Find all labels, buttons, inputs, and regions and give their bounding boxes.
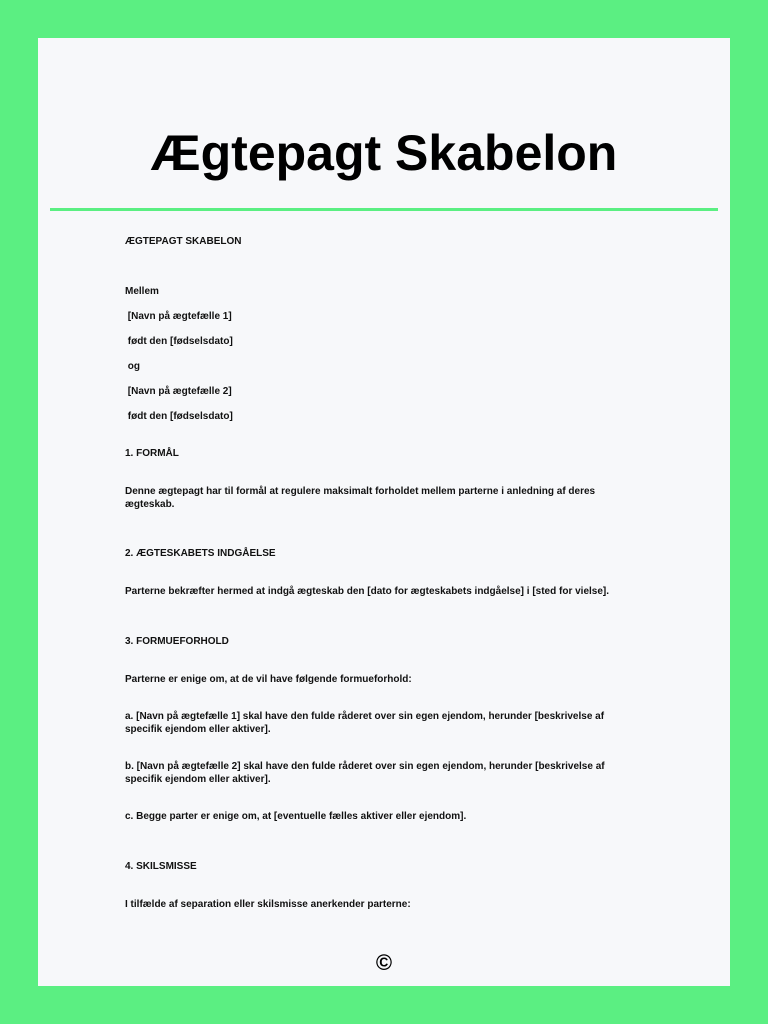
parties-intro: Mellem: [125, 286, 159, 297]
property-clause-a-line: specifik ejendom eller aktiver].: [125, 724, 271, 735]
property-clause-a-line: a. [Navn på ægtefælle 1] skal have den fulde råderet over sin egen ejendom, herunder [beskrivelse af: [125, 711, 605, 722]
marriage-paragraph-line: Parterne bekræfter hermed at indgå ægteskab den [dato for ægteskabets indgåelse] i [sted for vielse].: [125, 586, 610, 597]
spouse1-name-placeholder: [Navn på ægtefælle 1]: [125, 311, 232, 322]
spouse1-birthdate-placeholder: født den [fødselsdato]: [125, 336, 233, 347]
section-heading-marriage: 2. ÆGTESKABETS INDGÅELSE: [125, 548, 276, 559]
purpose-paragraph-line: ægteskab.: [125, 499, 175, 510]
section-heading-divorce: 4. SKILSMISSE: [125, 861, 197, 872]
spouse2-birthdate-placeholder: født den [fødselsdato]: [125, 411, 233, 422]
section-heading-property: 3. FORMUEFORHOLD: [125, 636, 229, 647]
parties-conjunction: og: [125, 361, 140, 372]
divorce-paragraph-line: I tilfælde af separation eller skilsmisse anerkender parterne:: [125, 899, 411, 910]
spouse2-name-placeholder: [Navn på ægtefælle 2]: [125, 386, 232, 397]
property-intro-line: Parterne er enige om, at de vil have følgende formueforhold:: [125, 674, 412, 685]
title-separator: [50, 208, 718, 211]
copyright-icon: ©: [375, 950, 393, 975]
document-heading: ÆGTEPAGT SKABELON: [125, 236, 242, 247]
property-clause-b-line: b. [Navn på ægtefælle 2] skal have den fulde råderet over sin egen ejendom, herunder [beskrivelse af: [125, 761, 605, 772]
section-heading-purpose: 1. FORMÅL: [125, 448, 179, 459]
property-clause-b-line: specifik ejendom eller aktiver].: [125, 774, 271, 785]
property-clause-c-line: c. Begge parter er enige om, at [eventuelle fælles aktiver eller ejendom].: [125, 811, 467, 822]
page-title: Ægtepagt Skabelon: [150, 125, 618, 181]
purpose-paragraph-line: Denne ægtepagt har til formål at regulere maksimalt forholdet mellem parterne i anledning af deres: [125, 486, 596, 497]
